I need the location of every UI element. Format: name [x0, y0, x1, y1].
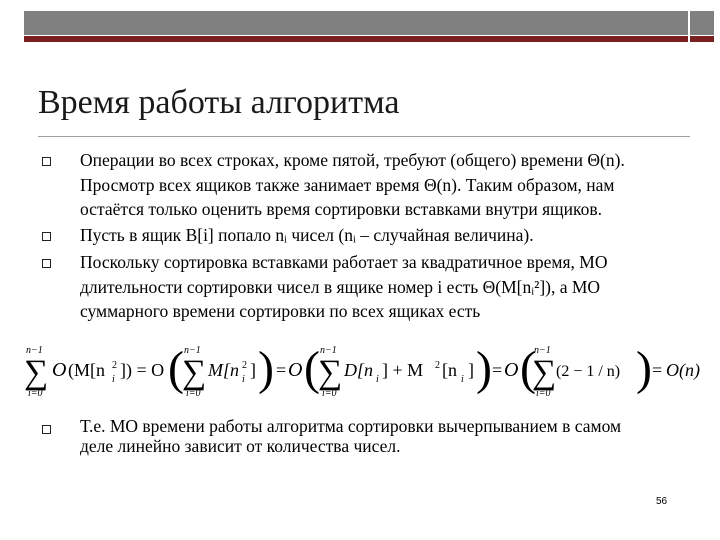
- bullet-4-marker: [42, 425, 51, 434]
- sum-2-lower: i=0: [186, 388, 201, 399]
- sum-3-sign: ∑: [318, 354, 343, 391]
- paren-1-open: (: [168, 342, 184, 395]
- paren-2-open: (: [304, 342, 320, 395]
- runtime-formula: [24, 338, 704, 402]
- bullet-3-line-3: суммарного времени сортировки по всех ящиках есть: [80, 301, 481, 321]
- term-2-sub: i: [242, 374, 245, 385]
- eq-2: =: [276, 360, 287, 380]
- term-6-body: O(n): [666, 360, 700, 380]
- paren-2-close: ): [476, 342, 492, 395]
- sum-3-lower: i=0: [322, 388, 337, 399]
- page-number: 56: [656, 496, 668, 507]
- top-red-band: [24, 36, 688, 42]
- term-3-o: O: [288, 359, 303, 381]
- formula-tail: [652, 338, 712, 402]
- bullet-2-text: [80, 223, 712, 248]
- top-gray-band: [24, 11, 688, 35]
- sum-1-sign: ∑: [24, 354, 49, 391]
- bullet-4-line-1: Т.е. МО времени работы алгоритма сортировки вычерпыванием в самом: [80, 416, 622, 436]
- term-1-o: O: [52, 359, 67, 381]
- eq-3: =: [492, 360, 503, 380]
- term-1-sup: 2: [112, 360, 117, 371]
- term-3-mid: ] + M: [382, 360, 424, 380]
- sum-3-upper: n−1: [320, 345, 337, 356]
- sum-4-upper: n−1: [534, 345, 551, 356]
- term-2-body: M[n: [208, 360, 239, 380]
- sum-1-lower: i=0: [28, 388, 43, 399]
- term-3-d-sub: i: [376, 374, 379, 385]
- bullet-3-text: [80, 250, 712, 324]
- paren-1-close: ): [258, 342, 274, 395]
- term-2-close: ]: [250, 360, 256, 380]
- term-1-close: ]) = O: [120, 360, 165, 380]
- bullet-1-marker: [42, 157, 51, 166]
- top-decor-bar: [24, 11, 688, 43]
- bullet-4-text: [80, 416, 712, 456]
- term-4-o: O: [504, 359, 519, 381]
- bullet-3-line-2: длительности сортировки чисел в ящике номер i есть Θ(M[nᵢ²]), а МО: [80, 276, 601, 297]
- corner-red-stripe: [690, 36, 714, 42]
- sum-2-upper: n−1: [184, 345, 201, 356]
- corner-gray-square: [690, 11, 714, 35]
- bullet-3-line-1: Поскольку сортировка вставками работает за квадратичное время, МО: [80, 252, 608, 272]
- slide-title: Время работы алгоритма: [38, 84, 400, 121]
- sum-1-upper: n−1: [26, 345, 43, 356]
- term-1-sub: i: [112, 374, 115, 385]
- term-3-mid-sup: 2: [435, 360, 440, 371]
- sum-2-sign: ∑: [182, 354, 207, 391]
- term-1-body: (M[n: [68, 360, 105, 380]
- bullet-2-line-1: Пусть в ящик B[i] попало nᵢ чисел (nᵢ – случайная величина).: [80, 225, 534, 245]
- bullet-3-marker: [42, 259, 51, 268]
- sum-4-lower: i=0: [536, 388, 551, 399]
- title-underline: [38, 136, 690, 137]
- bullet-4-line-2: деле линейно зависит от количества чисел.: [80, 436, 401, 456]
- term-3-mid2: [n: [442, 360, 457, 380]
- paren-3-open: (: [520, 342, 536, 395]
- term-3-close: ]: [468, 360, 474, 380]
- term-3-mid2-sub: i: [461, 374, 464, 385]
- sum-4-sign: ∑: [532, 354, 557, 391]
- paren-3-close: ): [636, 342, 652, 395]
- term-3-d: D[n: [344, 360, 374, 380]
- term-2-sup: 2: [242, 360, 247, 371]
- term-4-body: (2 − 1 / n): [556, 363, 621, 380]
- bullet-2-marker: [42, 232, 51, 241]
- eq-5: =: [652, 360, 663, 380]
- bullet-1-text: [80, 148, 712, 222]
- bullet-1-line-2: Просмотр всех ящиков также занимает время Θ(n). Таким образом, нам: [80, 174, 615, 195]
- bullet-1-line-3: остаётся только оценить время сортировки вставками внутри ящиков.: [80, 199, 603, 219]
- bullet-1-line-1: Операции во всех строках, кроме пятой, требуют (общего) времени Θ(n).: [80, 150, 625, 170]
